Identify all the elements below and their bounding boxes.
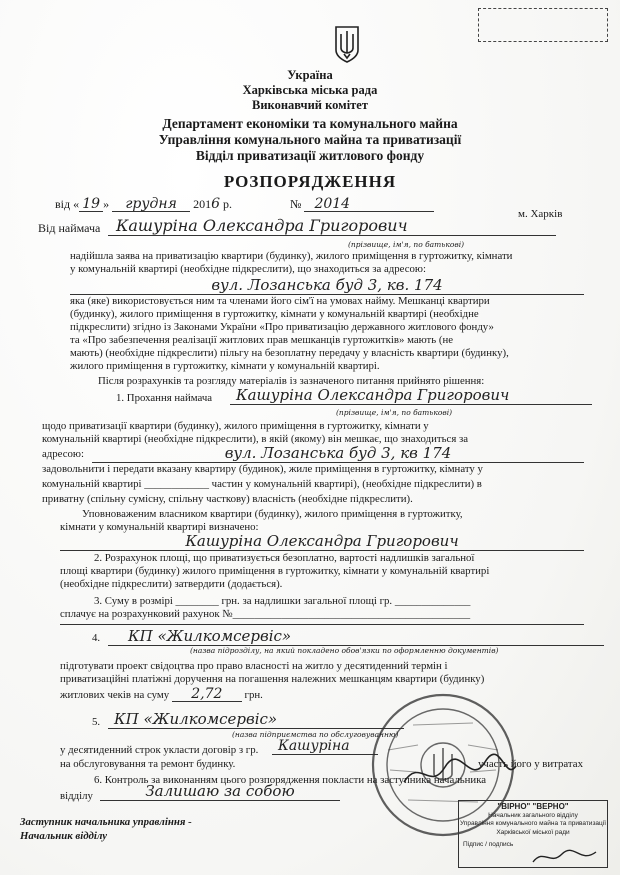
sum-currency: грн. bbox=[244, 689, 263, 701]
text-line: 2. Розрахунок площі, що приватизується безоплатно, вартості надлишків загальної bbox=[94, 552, 475, 564]
text-line: задовольнити і передати вказану квартиру (будинок), жиле приміщення в гуртожитку, кімнату у bbox=[42, 463, 483, 475]
employer-hint: (прізвище, ім'я, по батькові) bbox=[348, 240, 465, 249]
sum-line bbox=[60, 688, 263, 702]
address2: вул. Лозанська буд 3, кв 174 bbox=[92, 444, 584, 463]
doc-title: РОЗПОРЯДЖЕННЯ bbox=[223, 172, 397, 191]
division: Відділ приватизації житлового фонду bbox=[195, 148, 425, 163]
text-line: та «Про забезпечення реалізації житлових прав мешканців гуртожитків» мають (не bbox=[70, 334, 454, 346]
text-line: мають) (необхідне підкреслити) пільгу на безоплатну передачу у власність квартири (будинку), bbox=[70, 347, 509, 359]
directorate: Управління комунального майна та приватизації bbox=[158, 132, 462, 147]
text-line: щодо приватизації квартири (будинку), жилого приміщення в гуртожитку, кімнати у bbox=[42, 420, 429, 432]
text-line: 6. Контроль за виконанням цього розпорядження покласти на заступника начальника bbox=[94, 774, 487, 786]
stamp-line: Підпис / подпись bbox=[463, 841, 514, 848]
corner-box bbox=[478, 8, 608, 42]
signer-title-1: Заступник начальника управління - bbox=[20, 816, 192, 828]
stamp-line: Харківської міської ради bbox=[496, 828, 570, 836]
council: Харківська міська рада bbox=[242, 83, 378, 97]
item6-hand: Залишаю за собою bbox=[100, 782, 340, 801]
text-line: участь його у витратах bbox=[478, 758, 583, 770]
employer-label: Від наймача bbox=[38, 221, 101, 235]
text-line: надійшла заява на приватизацію квартири (будинку), жилого приміщення в гуртожитку, кімнати bbox=[70, 250, 513, 262]
trident-emblem-icon bbox=[333, 24, 361, 64]
text-line: у десятиденний строк укласти договір з гр. bbox=[60, 744, 259, 756]
item1-name: Кашуріна Олександра Григорович bbox=[230, 386, 592, 405]
text-line: (будинку), жилого приміщення в гуртожитку, кімнати у комунальній квартирі (необхідне bbox=[70, 308, 479, 320]
number-label: № bbox=[290, 197, 302, 211]
text-line: комунальній квартирі ____________ частин у комунальній квартирі), (необхідне підкреслити) в bbox=[42, 478, 482, 490]
address2-label: адресою: bbox=[42, 448, 85, 460]
owner-name: Кашуріна Олександра Григорович bbox=[60, 532, 584, 551]
date-from-label: від « bbox=[55, 197, 80, 211]
text-line: приватизаційні платіжні доручення на погашення належних мешканцям квартири (будинку) bbox=[60, 673, 485, 685]
date-year-digit: 6 bbox=[211, 196, 221, 212]
address: вул. Лозанська буд 3, кв. 174 bbox=[70, 276, 584, 295]
date-month: грудня bbox=[112, 198, 190, 212]
city: м. Харків bbox=[518, 208, 563, 220]
item1-label: 1. Прохання наймача bbox=[116, 392, 213, 404]
item5-value: КП «Жилкомсервіс» bbox=[108, 710, 404, 729]
text-line: комунальній квартирі (необхідне підкреслити), в якій (якому) він мешкає, що знаходиться за bbox=[42, 433, 469, 445]
text-line: приватну (спільну сумісну, спільну часткову) власність (необхідне підкреслити). bbox=[42, 493, 413, 505]
text-line: підготувати проект свідоцтва про право власності на житло у десятиденний термін і bbox=[60, 660, 448, 672]
number-line bbox=[290, 198, 434, 212]
signer-title-2: Начальник відділу bbox=[20, 830, 108, 842]
text-line: кімнати у комунальній квартирі визначено: bbox=[60, 521, 259, 533]
date-year-suffix: р. bbox=[223, 197, 233, 211]
item5-label: 5. bbox=[92, 716, 101, 728]
date-day: 19 bbox=[79, 198, 103, 212]
stamp-line: Управління комунального майна та приватизації bbox=[459, 820, 607, 827]
committee: Виконавчий комітет bbox=[252, 98, 368, 112]
item5-hint: (назва підприємства по обслуговуванню) bbox=[232, 730, 399, 739]
text-line: площі квартири (будинку) жилого приміщення в гуртожитку, кімнати у комунальній квартирі bbox=[60, 565, 490, 577]
date-year-prefix: 201 bbox=[193, 197, 212, 211]
text-line: у комунальній квартирі (необхідне підкреслити), що знаходиться за адресою: bbox=[70, 263, 426, 275]
text-line: 3. Суму в розмірі ________ грн. за надлишки загальної площі гр. ______________ bbox=[94, 595, 471, 607]
stamp-line: Начальник загального відділу bbox=[488, 811, 578, 819]
text-line: Після розрахунків та розгляду матеріалів із зазначеного питання прийнято рішення: bbox=[98, 375, 485, 387]
blank-line bbox=[60, 624, 584, 625]
text-line: на обслуговування та ремонт будинку. bbox=[60, 758, 236, 770]
date-quote: » bbox=[103, 197, 110, 211]
text-line: підкреслити) згідно із Законами України «Про приватизацію державного житлового фонду» bbox=[70, 321, 494, 333]
text-line: Уповноваженим власником квартири (будинку), жилого приміщення в гуртожитку, bbox=[82, 508, 463, 520]
sum-label: житлових чеків на суму bbox=[60, 689, 170, 701]
stamp-line: "ВІРНО" "ВЕРНО" bbox=[497, 802, 569, 811]
stamp-signature-icon bbox=[530, 846, 600, 868]
employer-name: Кашуріна Олександра Григорович bbox=[108, 216, 556, 236]
item4-hint: (назва підрозділу, на який покладено обов'язки по оформленню документів) bbox=[190, 646, 499, 655]
country: Україна bbox=[287, 68, 333, 82]
item1-hint: (прізвище, ім'я, по батькові) bbox=[336, 408, 453, 417]
text-line: сплачує на розрахунковий рахунок №____________________________________________ bbox=[60, 608, 471, 620]
item4-label: 4. bbox=[92, 632, 101, 644]
date-line bbox=[55, 198, 232, 212]
text-line: жилого приміщення в гуртожитку, кімнати у комунальній квартирі. bbox=[70, 360, 380, 372]
item4-value: КП «Жилкомсервіс» bbox=[108, 627, 604, 646]
order-number: 2014 bbox=[304, 198, 434, 212]
signature-scribble-icon bbox=[400, 752, 520, 792]
department: Департамент економіки та комунального майна bbox=[162, 116, 458, 131]
text-line: (необхідне підкреслити) затвердити (додається). bbox=[60, 578, 283, 590]
item5-name: Кашуріна bbox=[272, 738, 378, 755]
sum-value: 2,72 bbox=[172, 688, 242, 702]
text-line: яка (яке) використовується ним та членами його сім'ї на умовах найму. Мешканці квартири bbox=[70, 295, 490, 307]
text-line: відділу bbox=[60, 790, 93, 802]
